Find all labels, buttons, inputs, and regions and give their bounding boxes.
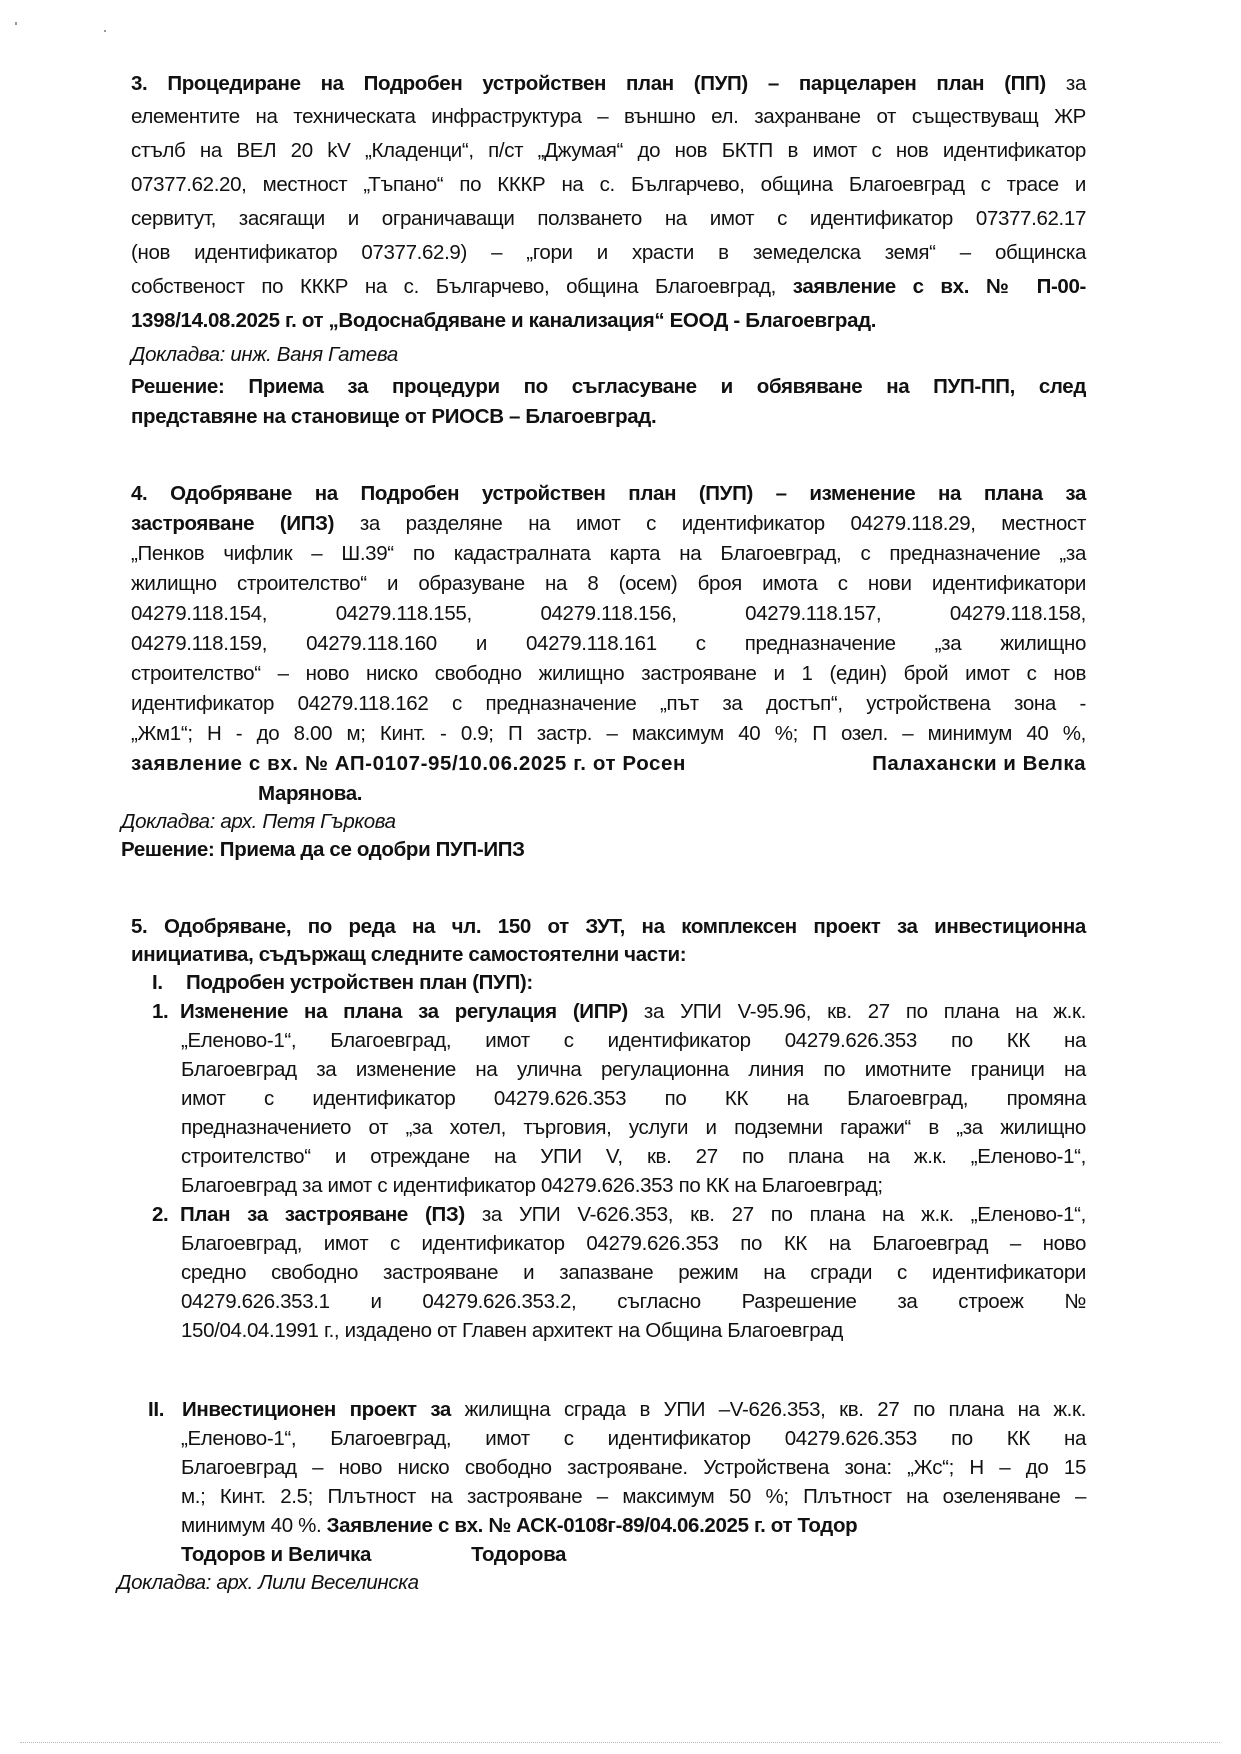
roman-marker: I. [152,971,163,994]
item4-applicant-surname: Марянова. [258,782,363,805]
sub1-line: „Еленово-1“, Благоевград, имот с идентификатор 04279.626.353 по КК на [181,1029,1086,1052]
scan-edge [20,1742,1220,1744]
item4-line: идентификатор 04279.118.162 с предназначение „път за достъп“, устройствена зона - [131,692,1086,715]
item5-heading-cont [131,941,1086,969]
part2-line: „Еленово-1“, Благоевград, имот с идентификатор 04279.626.353 по КК на [181,1427,1086,1450]
item3-applicant [131,307,1086,335]
item5-heading [131,913,1086,941]
item4-applicant-cont [258,780,1213,808]
item3-line: сервитут, засягащи и ограничаващи ползването на имот с идентификатор 07377.62.17 [131,207,1086,230]
part2-applicant [181,1541,1136,1569]
item3-application-ref: заявление с вх. № П-00- [792,275,1087,298]
item3-heading: 3. Процедиране на Подробен устройствен план (ПУП) – парцеларен план (ПП) [131,72,1046,95]
item4-heading [131,480,1086,508]
item4-line [131,510,1086,538]
item3-line: стълб на ВЕЛ 20 kV „Кладенци“, п/ст „Джумая“ до нов БКТП в имот с нов идентификатор [131,139,1086,162]
part2-text: жилищна сграда в УПИ –V-626.353, кв. 27 по плана на ж.к. [450,1398,1086,1421]
item4-line: „Жм1“; Н - до 8.00 м; Кинт. - 0.9; П застр. – максимум 40 %; П озел. – минимум 40 %, [131,722,1086,745]
item4-line: 04279.118.159, 04279.118.160 и 04279.118.161 с предназначение „за жилищно [131,632,1086,655]
sub2-line: Благоевград, имот с идентификатор 04279.626.353 по КК на Благоевград – ново [181,1232,1086,1255]
scan-speck [104,30,106,32]
part2-application-ref-text: Заявление с вх. № АСК-0108г-89/04.06.2025 г. от Тодор [326,1514,858,1537]
sub1-line: Благоевград за имот с идентификатор 04279.626.353 по КК на Благоевград; [181,1174,883,1197]
list-number: 2. [152,1203,169,1226]
item3-line: елементите на техническата инфраструктура – външно ел. захранване от съществуващ ЖР [131,105,1086,128]
sub1-line: предназначението от „за хотел, търговия, услуги и подземни гаражи“ в „за жилищно [181,1116,1086,1139]
item5-reporter: Докладва: арх. Лили Веселинска [117,1571,419,1594]
part2-application-ref [181,1512,1136,1540]
item3-line: 07377.62.20, местност „Тъпано“ по КККР на с. Българчево, община Благоевград с трасе и [131,173,1086,196]
item5-part2-first [148,1396,1086,1424]
part2-title: Инвестиционен проект за [182,1398,451,1421]
part2-line: Благоевград – ново ниско свободно застрояване. Устройствена зона: „Жс“; Н – до 15 [181,1456,1086,1479]
item4-text: за разделяне на имот с идентификатор 04279.118.29, местност [334,512,1087,535]
item4-decision-text: Решение: Приема да се одобри ПУП-ИПЗ [121,838,525,861]
item4-line: „Пенков чифлик – Ш.39“ по кадастралната карта на Благоевград, с предназначение „за [131,542,1086,565]
item4-line: 04279.118.154, 04279.118.155, 04279.118.156, 04279.118.157, 04279.118.158, [131,602,1086,625]
sub2-line: 150/04.04.1991 г., издадено от Главен архитект на Община Благоевград [181,1319,843,1342]
item3-decision [131,373,1086,401]
item3-decision-text: Решение: Приема за процедури по съгласуване и обявяване на ПУП-ПП, след [131,375,1086,398]
item4-decision [121,836,1076,864]
item4-heading-text: застрояване (ИПЗ) [131,512,335,535]
sub1-line: имот с идентификатор 04279.626.353 по КК на Благоевград, промяна [181,1087,1086,1110]
item5-heading-text: инициатива, съдържащ следните самостоятелни части: [131,943,687,966]
applicant-names: Тодоров и Величка [181,1543,372,1566]
sub2-text: за УПИ V-626.353, кв. 27 по плана на ж.к. „Еленово-1“, [464,1203,1086,1226]
roman-marker: II. [148,1398,165,1421]
item3-decision-cont [131,403,1086,431]
item3-decision-text: представяне на становище от РИОСВ – Благоевград. [131,405,657,428]
item5-sub2-first [152,1201,1086,1229]
sub1-line: строителство“ и отреждане на УПИ V, кв. 27 по плана на ж.к. „Еленово-1“, [181,1145,1086,1168]
item5-heading-text: 5. Одобряване, по реда на чл. 150 от ЗУТ, на комплексен проект за инвестиционна [131,915,1086,938]
item3-heading-line [131,70,1086,98]
sub1-text: за УПИ V-95.96, кв. 27 по плана на ж.к. [627,1000,1086,1023]
sub2-line: 04279.626.353.1 и 04279.626.353.2, съгласно Разрешение за строеж № [181,1290,1086,1313]
item3-line: (нов идентификатор 07377.62.9) – „гори и храсти в земеделска земя“ – общинска [131,241,1086,264]
item4-line: жилищно строителство“ и образуване на 8 (осем) броя имота с нови идентификатори [131,572,1086,595]
sub1-title: Изменение на плана за регулация (ИПР) [180,1000,628,1023]
item3-text: за [1045,72,1087,95]
item3-line [131,273,1086,301]
item4-applicant-names: Палахански и Велка [872,752,1086,775]
item4-application-ref [131,750,1086,778]
item4-line: строителство“ – ново ниско свободно жилищно застрояване и 1 (един) брой имот с нов [131,662,1086,685]
part2-line: м.; Кинт. 2.5; Плътност на застрояване – максимум 50 %; Плътност на озеленяване – [181,1485,1086,1508]
item3-reporter: Докладва: инж. Ваня Гатева [131,343,398,366]
item4-application-ref-text: заявление с вх. № АП-0107-95/10.06.2025 г. от Росен [131,752,687,775]
sub2-title: План за застрояване (ПЗ) [180,1203,465,1226]
item4-heading-text: 4. Одобряване на Подробен устройствен план (ПУП) – изменение на плана за [131,482,1086,505]
applicant-surname: Тодорова [471,1543,567,1566]
item4-reporter: Докладва: арх. Петя Гъркова [121,810,396,833]
sub2-line: средно свободно застрояване и запазване режим на сгради с идентификатори [181,1261,1086,1284]
part1-title-text: Подробен устройствен план (ПУП): [186,971,533,994]
item3-text: собственост по КККР на с. Българчево, община Благоевград, [131,275,793,298]
item5-sub1-first [152,998,1086,1026]
scan-speck [15,22,17,25]
list-number: 1. [152,1000,169,1023]
sub1-line: Благоевград за изменение на улична регулационна линия по имотните граници на [181,1058,1086,1081]
item5-part1-title [152,969,1107,997]
item3-application-ref-cont: 1398/14.08.2025 г. от „Водоснабдяване и канализация“ ЕООД - Благоевград. [131,309,877,332]
part2-text: минимум 40 %. [181,1514,327,1537]
